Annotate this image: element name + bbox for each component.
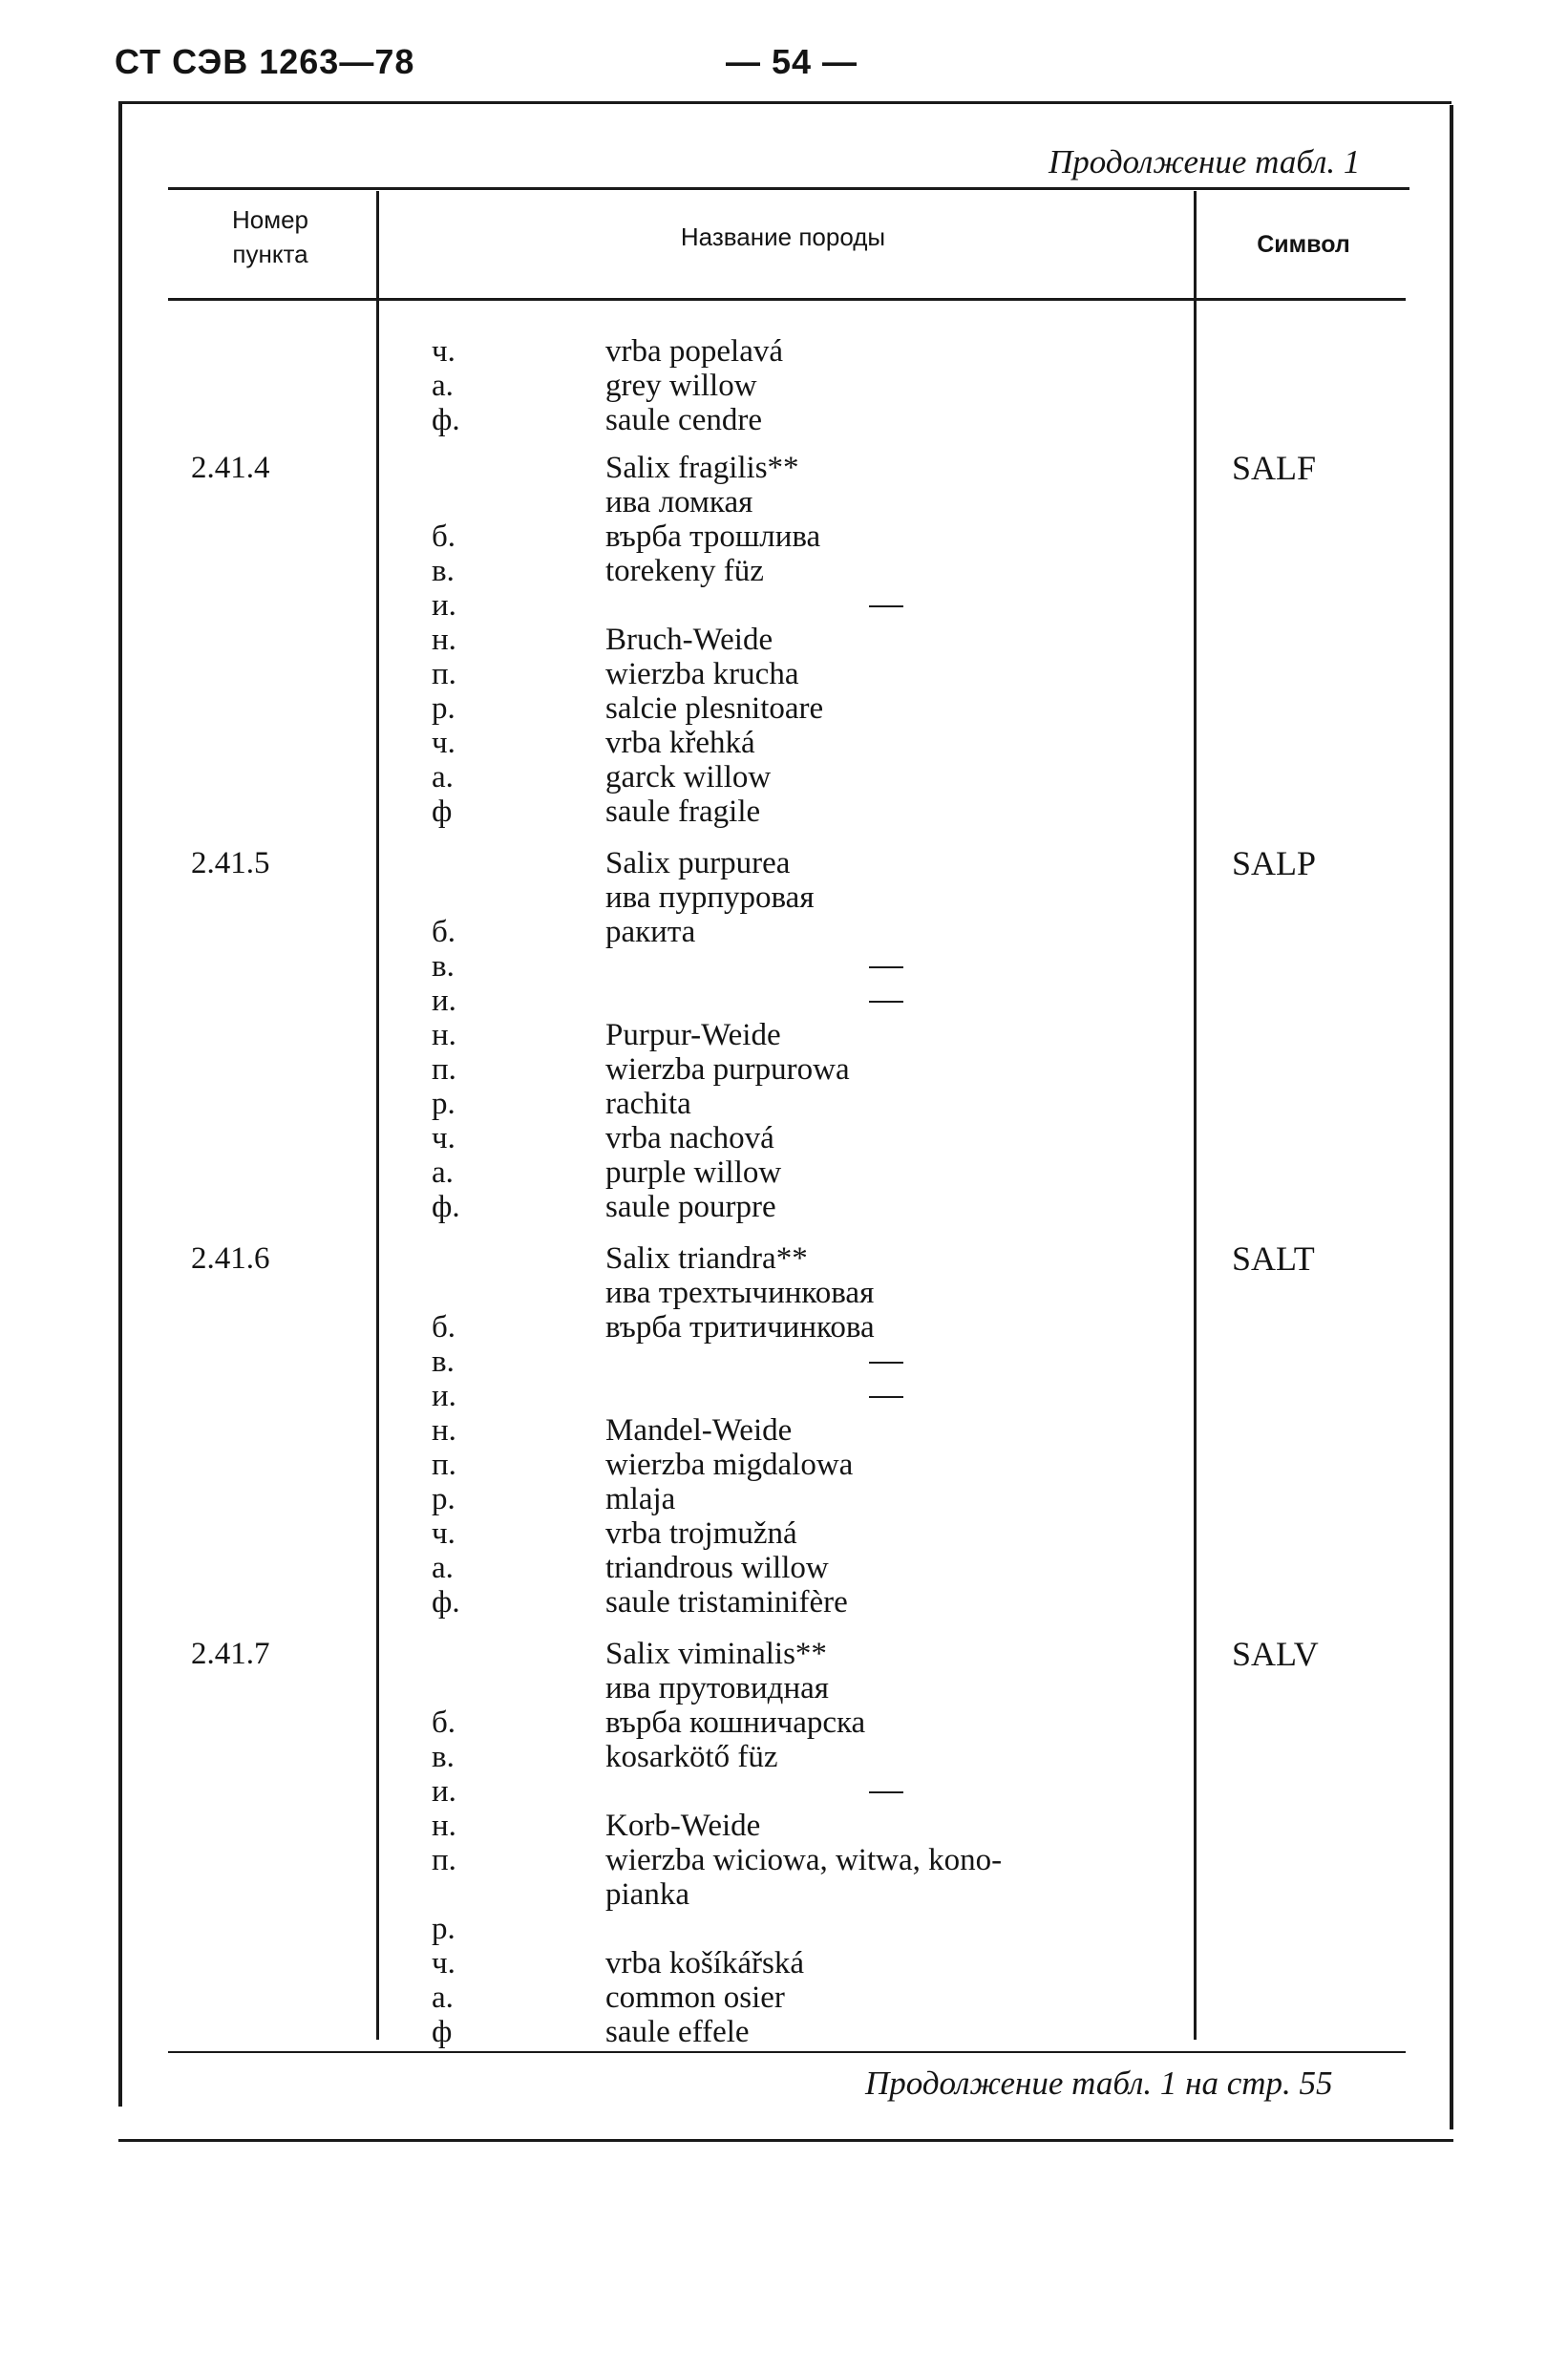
language-code: ф. [432, 403, 460, 437]
header-top-rule [168, 187, 1409, 190]
language-code: ч. [432, 1121, 456, 1155]
species-name: Mandel-Weide [605, 1413, 793, 1448]
table-row [0, 691, 1568, 726]
table-row [0, 1671, 1568, 1705]
table-row [0, 1241, 1568, 1276]
table-row [0, 726, 1568, 760]
species-name: ракита [605, 915, 696, 949]
species-name: ива пурпуровая [605, 880, 815, 915]
table-row [0, 1980, 1568, 2015]
language-code: н. [432, 1018, 456, 1052]
language-code: н. [432, 623, 456, 657]
table-row [0, 1705, 1568, 1740]
language-code: а. [432, 1551, 454, 1585]
dash-mark [869, 1001, 903, 1003]
species-name: grey willow [605, 369, 757, 403]
species-name: върба трошлива [605, 519, 821, 554]
species-name: vrba košíkářská [605, 1946, 805, 1980]
table-row [0, 1087, 1568, 1121]
table-row [0, 1774, 1568, 1809]
species-name: torekeny füz [605, 554, 764, 588]
species-name: Korb-Weide [605, 1809, 761, 1843]
table-row [0, 1413, 1568, 1448]
species-name [605, 1345, 637, 1379]
table-row [0, 1809, 1568, 1843]
species-name [605, 588, 637, 623]
dash-mark [869, 605, 903, 607]
language-code: ч. [432, 1516, 456, 1551]
species-symbol: SALT [1232, 1239, 1315, 1278]
species-name: triandrous willow [605, 1551, 829, 1585]
language-code: п. [432, 1052, 456, 1087]
table-row [0, 334, 1568, 369]
species-symbol: SALV [1232, 1635, 1319, 1673]
language-code: а. [432, 760, 454, 794]
species-name: common osier [605, 1980, 785, 2015]
table-row [0, 1052, 1568, 1087]
language-code: и. [432, 1379, 456, 1413]
language-code: а. [432, 369, 454, 403]
language-code: б. [432, 1310, 456, 1345]
language-code: б. [432, 1705, 456, 1740]
table-row [0, 984, 1568, 1018]
table-row [0, 760, 1568, 794]
species-name: purple willow [605, 1155, 782, 1190]
language-code: п. [432, 1843, 456, 1877]
table-row [0, 949, 1568, 984]
language-code: п. [432, 657, 456, 691]
table-row [0, 1912, 1568, 1946]
item-number: 2.41.5 [191, 846, 270, 880]
table-row [0, 1740, 1568, 1774]
language-code: в. [432, 554, 455, 588]
species-name: saule tristaminifère [605, 1585, 848, 1620]
species-name: ива ломкая [605, 485, 753, 519]
species-name: vrba popelavá [605, 334, 783, 369]
table-row [0, 451, 1568, 485]
species-name: Purpur-Weide [605, 1018, 781, 1052]
species-name: vrba nachová [605, 1121, 774, 1155]
table-row [0, 485, 1568, 519]
column-header-symbol: Символ [1257, 231, 1350, 258]
language-code: и. [432, 984, 456, 1018]
table-row [0, 2015, 1568, 2049]
dash-mark [869, 1362, 903, 1364]
species-name: Salix purpurea [605, 846, 791, 880]
species-name: salcie plesnitoare [605, 691, 824, 726]
table-row [0, 554, 1568, 588]
language-code: и. [432, 588, 456, 623]
language-code: п. [432, 1448, 456, 1482]
table-bottom-rule [168, 2051, 1406, 2053]
item-number: 2.41.6 [191, 1241, 270, 1276]
table-row [0, 1155, 1568, 1190]
table-row [0, 588, 1568, 623]
language-code: б. [432, 519, 456, 554]
species-name: върба тритичинкова [605, 1310, 875, 1345]
species-name: ива трехтычинковая [605, 1276, 875, 1310]
table-row [0, 1310, 1568, 1345]
species-name [605, 984, 637, 1018]
table-row [0, 403, 1568, 437]
table-row [0, 1585, 1568, 1620]
language-code: в. [432, 949, 455, 984]
language-code: а. [432, 1155, 454, 1190]
species-name: върба кошничарска [605, 1705, 866, 1740]
species-name: saule pourpre [605, 1190, 776, 1224]
species-name: wierzba wiciowa, witwa, kono- [605, 1843, 1003, 1877]
species-name: wierzba migdalowa [605, 1448, 854, 1482]
continuation-caption: Продолжение табл. 1 [1049, 143, 1361, 180]
species-name: Salix viminalis** [605, 1637, 827, 1671]
language-code: ф. [432, 1585, 460, 1620]
species-name: vrba křehká [605, 726, 755, 760]
item-number: 2.41.4 [191, 451, 270, 485]
language-code: ч. [432, 334, 456, 369]
species-name: ива прутовидная [605, 1671, 829, 1705]
table-row [0, 1482, 1568, 1516]
table-row [0, 794, 1568, 829]
table-row [0, 846, 1568, 880]
column-header-number: Номер пункта [231, 205, 309, 268]
species-name: Salix fragilis** [605, 451, 799, 485]
language-code: а. [432, 1980, 454, 2015]
language-code: ф [432, 2015, 453, 2049]
table-row [0, 1551, 1568, 1585]
standard-code: СТ СЭВ 1263—78 [115, 42, 415, 81]
dash-mark [869, 966, 903, 968]
species-symbol: SALF [1232, 449, 1317, 487]
table-row [0, 1276, 1568, 1310]
language-code: ч. [432, 726, 456, 760]
species-name: garck willow [605, 760, 772, 794]
species-name [605, 949, 637, 984]
language-code: в. [432, 1345, 455, 1379]
frame-top-border [118, 101, 1451, 104]
table-row [0, 1946, 1568, 1980]
species-symbol: SALP [1232, 844, 1317, 882]
table-row [0, 657, 1568, 691]
table-row [0, 1190, 1568, 1224]
table-row [0, 369, 1568, 403]
language-code: р. [432, 1912, 456, 1946]
table-row [0, 915, 1568, 949]
species-name: kosarkötő füz [605, 1740, 778, 1774]
species-name: saule cendre [605, 403, 762, 437]
language-code: ф. [432, 1190, 460, 1224]
species-name: wierzba purpurowa [605, 1052, 850, 1087]
page-number: — 54 — [726, 42, 858, 81]
frame-bottom-border [118, 2139, 1453, 2142]
dash-mark [869, 1791, 903, 1793]
language-code: н. [432, 1413, 456, 1448]
table-row [0, 1516, 1568, 1551]
species-name: saule effele [605, 2015, 750, 2049]
table-row [0, 1843, 1568, 1877]
species-name: Bruch-Weide [605, 623, 773, 657]
table-row [0, 1448, 1568, 1482]
header-bottom-rule [168, 298, 1406, 301]
language-code: и. [432, 1774, 456, 1809]
column-header-name: Название породы [680, 222, 886, 251]
language-code: в. [432, 1740, 455, 1774]
language-code: б. [432, 915, 456, 949]
language-code: р. [432, 1087, 456, 1121]
species-name [605, 1774, 637, 1809]
language-code: ч. [432, 1946, 456, 1980]
table-row [0, 1018, 1568, 1052]
table-row [0, 1379, 1568, 1413]
species-name: mlaja [605, 1482, 676, 1516]
species-name: rachita [605, 1087, 691, 1121]
species-name: pianka [605, 1877, 689, 1912]
language-code: ф [432, 794, 453, 829]
dash-mark [869, 1396, 903, 1398]
species-name: wierzba krucha [605, 657, 799, 691]
language-code: р. [432, 691, 456, 726]
table-row [0, 1345, 1568, 1379]
table-row [0, 623, 1568, 657]
item-number: 2.41.7 [191, 1637, 270, 1671]
language-code: н. [432, 1809, 456, 1843]
language-code: р. [432, 1482, 456, 1516]
species-name: Salix triandra** [605, 1241, 808, 1276]
table-row [0, 1637, 1568, 1671]
species-name: vrba trojmužná [605, 1516, 797, 1551]
species-name: saule fragile [605, 794, 761, 829]
table-row [0, 880, 1568, 915]
continuation-note: Продолжение табл. 1 на стр. 55 [865, 2065, 1333, 2102]
species-name [605, 1379, 637, 1413]
table-row [0, 1877, 1568, 1912]
table-row [0, 1121, 1568, 1155]
table-row [0, 519, 1568, 554]
